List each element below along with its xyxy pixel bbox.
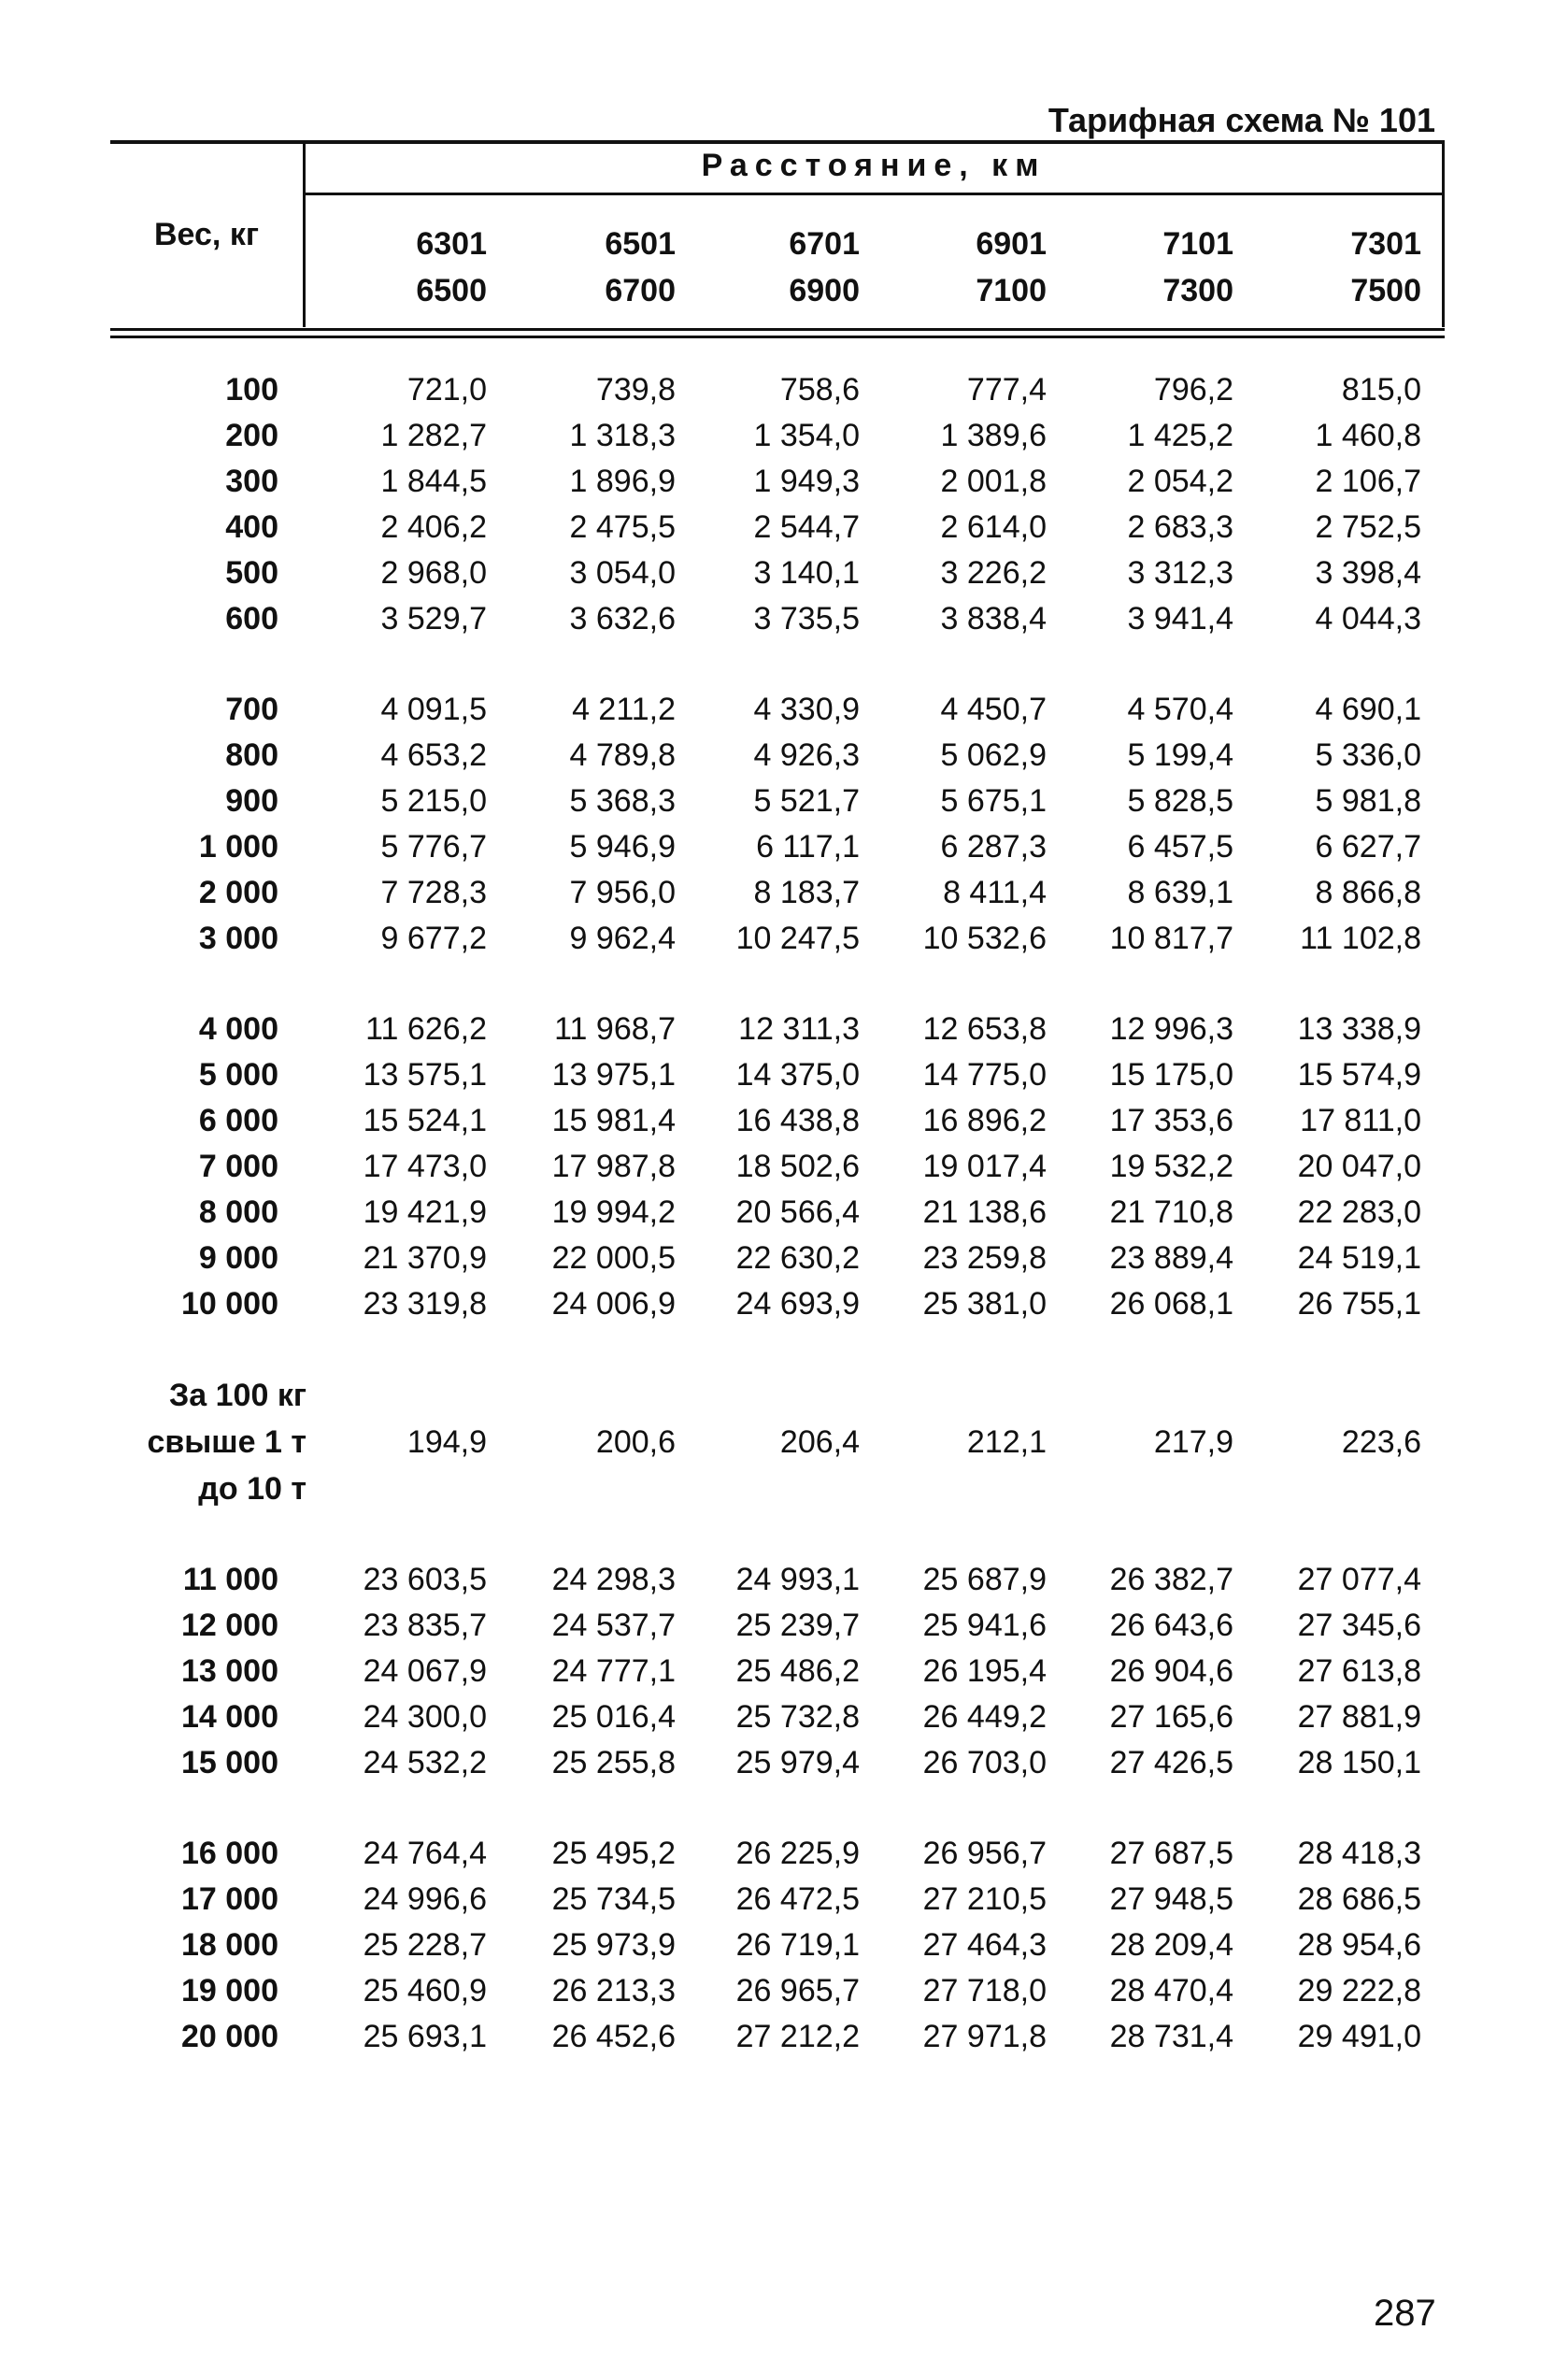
weight-cell: 600	[225, 601, 278, 636]
tariff-cell: 3 226,2	[940, 555, 1047, 591]
tariff-cell: 3 632,6	[569, 601, 676, 636]
weight-cell: 500	[225, 555, 278, 591]
table-row	[110, 1281, 1445, 1327]
tariff-cell: 29 222,8	[1297, 1973, 1421, 2008]
tariff-cell: 3 312,3	[1127, 555, 1233, 591]
tariff-cell: 14 375,0	[735, 1057, 860, 1093]
table-row	[110, 1740, 1445, 1786]
row-group	[110, 687, 1445, 962]
tariff-cell: 13 575,1	[363, 1057, 487, 1093]
tariff-cell: 25 693,1	[363, 2019, 487, 2054]
tariff-cell: 12 653,8	[922, 1011, 1047, 1047]
tariff-cell: 8 411,4	[943, 875, 1047, 910]
tariff-cell: 27 426,5	[1109, 1745, 1233, 1780]
row-group	[110, 1557, 1445, 1786]
tariff-cell: 11 968,7	[554, 1011, 676, 1047]
table-row	[110, 687, 1445, 733]
table-row	[110, 1923, 1445, 1968]
tariff-cell: 24 067,9	[363, 1653, 487, 1689]
tariff-cell: 5 062,9	[940, 737, 1047, 773]
tariff-cell: 27 210,5	[922, 1881, 1047, 1917]
distance-range-header: 6701 6900	[789, 226, 860, 308]
distance-range-header: 7301 7500	[1350, 226, 1421, 308]
tariff-cell: 28 686,5	[1297, 1881, 1421, 1917]
tariff-cell: 27 077,4	[1297, 1562, 1421, 1597]
per-100kg-cell: 223,6	[1341, 1424, 1421, 1460]
tariff-cell: 3 941,4	[1127, 601, 1233, 636]
tariff-cell: 24 006,9	[551, 1286, 676, 1322]
tariff-cell: 2 752,5	[1315, 509, 1421, 545]
tariff-cell: 19 421,9	[363, 1194, 487, 1230]
weight-cell: 19 000	[181, 1973, 278, 2008]
tariff-cell: 25 734,5	[551, 1881, 676, 1917]
per-100kg-cell: 194,9	[406, 1424, 487, 1460]
table-row	[110, 1098, 1445, 1144]
tariff-cell: 2 475,5	[569, 509, 676, 545]
tariff-cell: 4 450,7	[940, 692, 1047, 727]
tariff-cell: 26 904,6	[1109, 1653, 1233, 1689]
table-header	[110, 140, 1445, 331]
tariff-cell: 26 382,7	[1109, 1562, 1233, 1597]
tariff-cell: 26 213,3	[551, 1973, 676, 2008]
weight-cell: 4 000	[198, 1011, 278, 1047]
tariff-cell: 24 519,1	[1297, 1240, 1421, 1276]
tariff-cell: 26 068,1	[1109, 1286, 1233, 1322]
row-group	[110, 367, 1445, 642]
tariff-cell: 28 954,6	[1297, 1927, 1421, 1963]
tariff-cell: 27 613,8	[1297, 1653, 1421, 1689]
weight-cell: 14 000	[181, 1699, 278, 1735]
tariff-cell: 14 775,0	[922, 1057, 1047, 1093]
tariff-cell: 26 472,5	[735, 1881, 860, 1917]
tariff-cell: 22 000,5	[551, 1240, 676, 1276]
header-block	[110, 140, 1445, 331]
weight-cell: 15 000	[181, 1745, 278, 1780]
tariff-cell: 10 817,7	[1109, 921, 1233, 956]
tariff-cell: 25 687,9	[922, 1562, 1047, 1597]
tariff-cell: 25 973,9	[551, 1927, 676, 1963]
tariff-cell: 26 195,4	[922, 1653, 1047, 1689]
table-row	[110, 824, 1445, 870]
tariff-cell: 3 054,0	[569, 555, 676, 591]
weight-cell: 700	[225, 692, 278, 727]
tariff-cell: 25 979,4	[735, 1745, 860, 1780]
table-row	[110, 870, 1445, 916]
tariff-cell: 13 975,1	[551, 1057, 676, 1093]
table-row	[110, 1603, 1445, 1649]
weight-cell: 11 000	[182, 1562, 278, 1597]
tariff-cell: 26 703,0	[922, 1745, 1047, 1780]
table-row	[110, 1877, 1445, 1923]
tariff-cell: 23 835,7	[363, 1608, 487, 1643]
tariff-cell: 7 728,3	[380, 875, 487, 910]
tariff-cell: 27 881,9	[1297, 1699, 1421, 1735]
tariff-cell: 5 199,4	[1127, 737, 1233, 773]
tariff-cell: 4 044,3	[1315, 601, 1421, 636]
tariff-cell: 25 495,2	[551, 1836, 676, 1871]
tariff-cell: 796,2	[1153, 372, 1233, 407]
per-100kg-cell: 200,6	[595, 1424, 676, 1460]
tariff-cell: 28 150,1	[1297, 1745, 1421, 1780]
table-row	[110, 916, 1445, 962]
tariff-cell: 9 962,4	[569, 921, 676, 956]
weight-cell: 2 000	[198, 875, 278, 910]
distance-divider	[303, 193, 1445, 195]
table-row	[110, 596, 1445, 642]
tariff-cell: 4 653,2	[380, 737, 487, 773]
tariff-cell: 12 996,3	[1109, 1011, 1233, 1047]
tariff-cell: 25 239,7	[735, 1608, 860, 1643]
tariff-cell: 2 968,0	[380, 555, 487, 591]
distance-range-header: 7101 7300	[1162, 226, 1233, 308]
tariff-cell: 28 731,4	[1109, 2019, 1233, 2054]
tariff-cell: 758,6	[779, 372, 860, 407]
tariff-cell: 24 764,4	[363, 1836, 487, 1871]
tariff-cell: 21 138,6	[922, 1194, 1047, 1230]
tariff-cell: 10 247,5	[735, 921, 860, 956]
tariff-cell: 25 381,0	[922, 1286, 1047, 1322]
tariff-cell: 2 054,2	[1127, 464, 1233, 499]
row-group	[110, 1831, 1445, 2060]
tariff-cell: 5 368,3	[569, 783, 676, 819]
tariff-cell: 23 889,4	[1109, 1240, 1233, 1276]
tariff-cell: 2 106,7	[1315, 464, 1421, 499]
weight-cell: 900	[225, 783, 278, 819]
tariff-cell: 1 460,8	[1315, 418, 1421, 453]
weight-cell: 100	[225, 372, 278, 407]
weight-cell: 8 000	[198, 1194, 278, 1230]
tariff-cell: 23 259,8	[922, 1240, 1047, 1276]
tariff-cell: 24 993,1	[735, 1562, 860, 1597]
table-row	[110, 1236, 1445, 1281]
weight-cell: 9 000	[198, 1240, 278, 1276]
tariff-cell: 1 389,6	[940, 418, 1047, 453]
weight-cell: 400	[225, 509, 278, 545]
tariff-cell: 21 370,9	[363, 1240, 487, 1276]
tariff-cell: 1 282,7	[380, 418, 487, 453]
tariff-cell: 4 570,4	[1127, 692, 1233, 727]
tariff-cell: 24 298,3	[551, 1562, 676, 1597]
tariff-cell: 21 710,8	[1109, 1194, 1233, 1230]
table-row	[110, 1831, 1445, 1877]
tariff-cell: 25 255,8	[551, 1745, 676, 1780]
tariff-cell: 23 603,5	[363, 1562, 487, 1597]
tariff-cell: 2 614,0	[940, 509, 1047, 545]
tariff-cell: 5 776,7	[380, 829, 487, 865]
tariff-cell: 8 866,8	[1315, 875, 1421, 910]
tariff-cell: 5 521,7	[753, 783, 860, 819]
tariff-cell: 4 211,2	[572, 692, 676, 727]
tariff-table-body	[110, 367, 1445, 2105]
tariff-cell: 17 473,0	[363, 1149, 487, 1184]
tariff-cell: 4 690,1	[1315, 692, 1421, 727]
table-row	[110, 779, 1445, 824]
tariff-cell: 26 449,2	[922, 1699, 1047, 1735]
tariff-cell: 26 643,6	[1109, 1608, 1233, 1643]
tariff-cell: 1 844,5	[380, 464, 487, 499]
table-row	[110, 1052, 1445, 1098]
weight-cell: 7 000	[198, 1149, 278, 1184]
tariff-cell: 17 353,6	[1109, 1103, 1233, 1138]
header-rule	[110, 336, 1445, 338]
row-group	[110, 1007, 1445, 1327]
tariff-cell: 26 719,1	[735, 1927, 860, 1963]
table-row	[110, 733, 1445, 779]
weight-cell: 800	[225, 737, 278, 773]
tariff-cell: 1 354,0	[753, 418, 860, 453]
table-row	[110, 2014, 1445, 2060]
weight-cell: 1 000	[198, 829, 278, 865]
tariff-cell: 1 896,9	[569, 464, 676, 499]
tariff-cell: 26 755,1	[1297, 1286, 1421, 1322]
tariff-cell: 815,0	[1341, 372, 1421, 407]
weight-column-header: Вес, кг	[154, 217, 259, 252]
tariff-cell: 28 209,4	[1109, 1927, 1233, 1963]
tariff-cell: 24 693,9	[735, 1286, 860, 1322]
header-rule	[110, 328, 1445, 331]
weight-cell: 200	[225, 418, 278, 453]
weight-cell: 300	[225, 464, 278, 499]
per-100kg-label-line: до 10 т	[198, 1471, 306, 1507]
per-100kg-cell: 217,9	[1153, 1424, 1233, 1460]
tariff-cell: 5 336,0	[1315, 737, 1421, 773]
tariff-cell: 27 971,8	[922, 2019, 1047, 2054]
distance-range-header: 6901 7100	[976, 226, 1047, 308]
tariff-cell: 5 946,9	[569, 829, 676, 865]
tariff-cell: 3 529,7	[380, 601, 487, 636]
tariff-cell: 1 425,2	[1127, 418, 1233, 453]
tariff-cell: 27 165,6	[1109, 1699, 1233, 1735]
tariff-cell: 26 965,7	[735, 1973, 860, 2008]
tariff-cell: 6 117,1	[756, 829, 860, 865]
per-100kg-label	[110, 1372, 306, 1512]
per-100kg-row	[110, 1372, 1445, 1512]
tariff-cell: 4 789,8	[569, 737, 676, 773]
tariff-cell: 27 687,5	[1109, 1836, 1233, 1871]
tariff-cell: 24 996,6	[363, 1881, 487, 1917]
tariff-cell: 27 212,2	[735, 2019, 860, 2054]
tariff-cell: 19 994,2	[551, 1194, 676, 1230]
tariff-cell: 22 630,2	[735, 1240, 860, 1276]
weight-cell: 6 000	[198, 1103, 278, 1138]
tariff-cell: 27 948,5	[1109, 1881, 1233, 1917]
tariff-cell: 24 537,7	[551, 1608, 676, 1643]
tariff-cell: 1 949,3	[753, 464, 860, 499]
tariff-cell: 24 777,1	[551, 1653, 676, 1689]
table-row	[110, 1968, 1445, 2014]
tariff-cell: 25 941,6	[922, 1608, 1047, 1643]
tariff-cell: 12 311,3	[738, 1011, 860, 1047]
table-row	[110, 1557, 1445, 1603]
distance-range-header: 6501 6700	[605, 226, 676, 308]
tariff-cell: 28 418,3	[1297, 1836, 1421, 1871]
tariff-cell: 27 464,3	[922, 1927, 1047, 1963]
tariff-cell: 25 732,8	[735, 1699, 860, 1735]
table-row	[110, 1649, 1445, 1694]
table-row	[110, 505, 1445, 550]
tariff-cell: 9 677,2	[380, 921, 487, 956]
table-row	[110, 413, 1445, 459]
weight-cell: 18 000	[181, 1927, 278, 1963]
tariff-cell: 20 566,4	[735, 1194, 860, 1230]
tariff-cell: 15 574,9	[1297, 1057, 1421, 1093]
table-row	[110, 367, 1445, 413]
distance-header: Расстояние, км	[701, 148, 1047, 183]
tariff-cell: 6 287,3	[940, 829, 1047, 865]
tariff-cell: 6 627,7	[1315, 829, 1421, 865]
table-row	[110, 550, 1445, 596]
tariff-cell: 18 502,6	[735, 1149, 860, 1184]
tariff-cell: 19 017,4	[922, 1149, 1047, 1184]
tariff-cell: 23 319,8	[363, 1286, 487, 1322]
tariff-cell: 25 486,2	[735, 1653, 860, 1689]
tariff-cell: 19 532,2	[1109, 1149, 1233, 1184]
scheme-title: Тарифная схема № 101	[1048, 101, 1435, 139]
weight-cell: 5 000	[198, 1057, 278, 1093]
tariff-cell: 16 896,2	[922, 1103, 1047, 1138]
tariff-cell: 28 470,4	[1109, 1973, 1233, 2008]
tariff-cell: 20 047,0	[1297, 1149, 1421, 1184]
tariff-cell: 4 926,3	[753, 737, 860, 773]
tariff-cell: 17 811,0	[1300, 1103, 1421, 1138]
tariff-cell: 15 175,0	[1109, 1057, 1233, 1093]
table-row	[110, 1007, 1445, 1052]
per-100kg-label-line: За 100 кг	[168, 1378, 306, 1413]
tariff-cell: 721,0	[406, 372, 487, 407]
tariff-cell: 13 338,9	[1297, 1011, 1421, 1047]
page-number: 287	[1374, 2293, 1436, 2334]
tariff-cell: 5 675,1	[940, 783, 1047, 819]
per-100kg-cell: 212,1	[966, 1424, 1047, 1460]
tariff-cell: 25 016,4	[551, 1699, 676, 1735]
tariff-cell: 16 438,8	[735, 1103, 860, 1138]
tariff-cell: 15 524,1	[363, 1103, 487, 1138]
tariff-cell: 3 398,4	[1315, 555, 1421, 591]
tariff-cell: 25 460,9	[363, 1973, 487, 2008]
tariff-cell: 24 532,2	[363, 1745, 487, 1780]
tariff-cell: 11 102,8	[1300, 921, 1421, 956]
table-row	[110, 459, 1445, 505]
weight-cell: 20 000	[181, 2019, 278, 2054]
tariff-cell: 26 225,9	[735, 1836, 860, 1871]
tariff-cell: 2 001,8	[940, 464, 1047, 499]
tariff-cell: 17 987,8	[551, 1149, 676, 1184]
tariff-cell: 25 228,7	[363, 1927, 487, 1963]
weight-cell: 13 000	[181, 1653, 278, 1689]
table-row	[110, 1144, 1445, 1190]
tariff-cell: 777,4	[966, 372, 1047, 407]
tariff-cell: 4 330,9	[753, 692, 860, 727]
tariff-cell: 27 718,0	[922, 1973, 1047, 2008]
tariff-cell: 26 956,7	[922, 1836, 1047, 1871]
distance-range-header: 6301 6500	[416, 226, 487, 308]
tariff-cell: 8 183,7	[753, 875, 860, 910]
weight-cell: 3 000	[198, 921, 278, 956]
tariff-cell: 15 981,4	[551, 1103, 676, 1138]
tariff-cell: 4 091,5	[380, 692, 487, 727]
tariff-cell: 24 300,0	[363, 1699, 487, 1735]
weight-cell: 17 000	[181, 1881, 278, 1917]
tariff-cell: 22 283,0	[1297, 1194, 1421, 1230]
tariff-cell: 5 981,8	[1315, 783, 1421, 819]
tariff-cell: 2 406,2	[380, 509, 487, 545]
tariff-cell: 5 215,0	[380, 783, 487, 819]
table-row	[110, 1190, 1445, 1236]
tariff-cell: 5 828,5	[1127, 783, 1233, 819]
tariff-cell: 1 318,3	[569, 418, 676, 453]
weight-cell: 10 000	[181, 1286, 278, 1322]
per-100kg-label-line: свыше 1 т	[147, 1424, 306, 1460]
tariff-cell: 3 140,1	[753, 555, 860, 591]
tariff-cell: 3 735,5	[753, 601, 860, 636]
tariff-cell: 26 452,6	[551, 2019, 676, 2054]
tariff-cell: 27 345,6	[1297, 1608, 1421, 1643]
tariff-cell: 739,8	[595, 372, 676, 407]
tariff-cell: 29 491,0	[1297, 2019, 1421, 2054]
per-100kg-cell: 206,4	[779, 1424, 860, 1460]
weight-cell: 16 000	[181, 1836, 278, 1871]
tariff-cell: 2 544,7	[753, 509, 860, 545]
weight-cell: 12 000	[181, 1608, 278, 1643]
table-row	[110, 1694, 1445, 1740]
tariff-cell: 2 683,3	[1127, 509, 1233, 545]
tariff-cell: 10 532,6	[922, 921, 1047, 956]
tariff-cell: 3 838,4	[940, 601, 1047, 636]
tariff-cell: 11 626,2	[365, 1011, 487, 1047]
tariff-cell: 6 457,5	[1127, 829, 1233, 865]
tariff-cell: 7 956,0	[569, 875, 676, 910]
tariff-cell: 8 639,1	[1127, 875, 1233, 910]
